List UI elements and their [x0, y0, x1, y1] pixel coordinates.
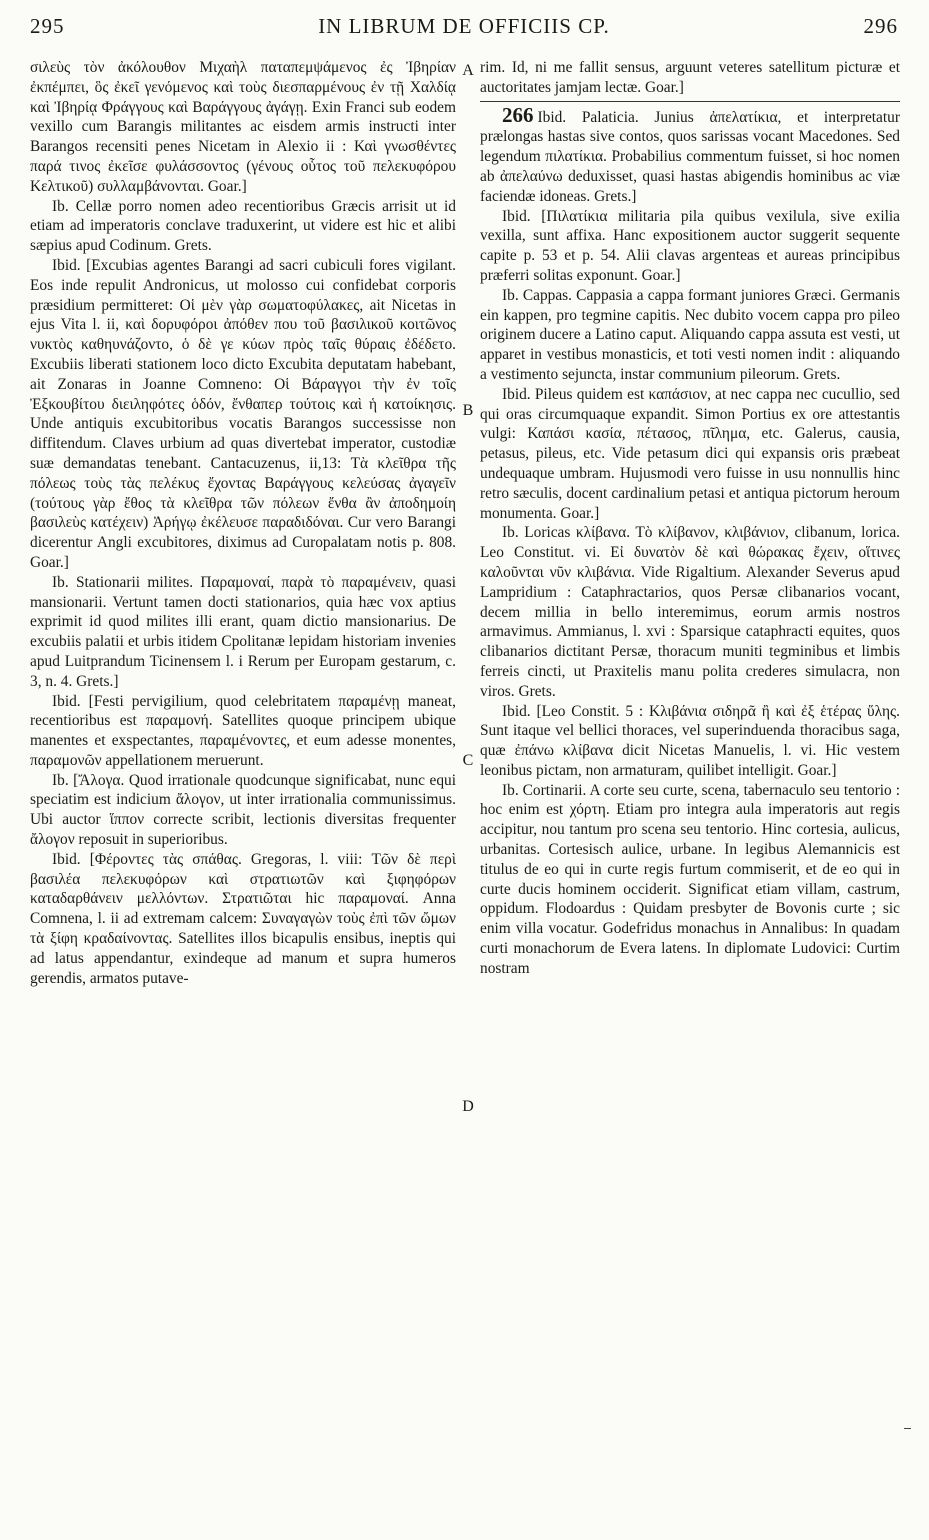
- left-column: [30, 58, 456, 1536]
- left-paragraph: Ib. [Ἄλογα. Quod irrationale quodcunque significabat, nunc equi speciatim est indicium ἄλογον, ut inter irrationalia communissimus. Ubi auctor ἵππον correcte scribit, lectionis diversitas frequenter ἄλογον reposuit in superioribus.: [30, 771, 456, 849]
- right-paragraph: Ibid. [Πιλατίκια militaria pila quibus vexilula, sive exilia vexilla, sunt affixa. Hanc expositionem auctor suggerit sequente capite p. 53 et p. 54. Alii clavas argenteas et aureas principibus præferri solitas exponunt. Goar.]: [480, 207, 900, 284]
- left-paragraph: Ibid. [Φέροντες τὰς σπάθας. Gregoras, l. viii: Τῶν δὲ περὶ βασιλέα πελεκυφόρων καὶ στρατιωτῶν καὶ ξιφηφόρων καταδαρθάνειν μελλόντων. Στρατιῶται hic παραμοναί. Anna Comnena, l. ii ad extremam calcem: Συναγαγὼν τοὺς ἐπὶ τῶν ὤμων τὰ ξίφη κραδαίνοντας. Satellites illos bicapulis ensibus, ineptis qui ad latus appendantur, exindeque ad manum et supra humeros gerendis, armatos putave-: [30, 850, 456, 987]
- right-column: [480, 58, 900, 1536]
- margin-dash: [904, 1428, 911, 1429]
- right-paragraph: Ibid. Pileus quidem est καπάσιον, at nec cappa nec cucullio, sed qui oras circumquaque expandit. Simon Portius ex ore attestantis vulgi: Καπάσι κασία, πέτασος, πῖλημα, etc. Galerus, causia, petasus, pileus, etc. Vide petasum dici qui expansis oris præbeat undequaque umbram. Hujusmodi vero fuisse in usu nonnullis hinc retro sæculis, docent cardinalium petasi et antiqua pictorum heroum monumenta. Goar.]: [480, 385, 900, 522]
- left-paragraph: Ib. Cellæ porro nomen adeo recentioribus Græcis arrisit ut id etiam ad imperatoris conclave traduxerint, ut videre est hic et alibi sæpius apud Codinum. Grets.: [30, 197, 456, 255]
- note-number: 266: [502, 102, 534, 127]
- right-paragraph: Ib. Loricas κλίβανα. Τὸ κλίβανον, κλιβάνιον, clibanum, lorica. Leo Constitut. vi. Εἰ δυνατὸν δὲ καὶ θώρακας ἔχειν, οἵτινες καλοῦνται νῦν κλιβάνια. Vide Rigaltium. Alexander Severus apud Lampridium : Cataphractarios, quos Persæ clibanarios vocant, decem millia in bello interemimus, eorum armis nostros armavimus. Ammianus, l. xvi : Sparsique cataphracti equites, quos clibanarios dictitant Persæ, thoracum muniti tegminibus et limbis ferreis cincti, ut Praxitelis manu polita crederes simulacra, non viros. Grets.: [480, 524, 900, 700]
- running-header: [30, 14, 898, 44]
- page-number-left: 295: [30, 14, 65, 38]
- left-paragraph: Ib. Stationarii milites. Παραμοναί, παρὰ τὸ παραμένειν, quasi mansionarii. Vertunt tamen docti stationarios, quia hæc vox aptius exprimit id quod milites illi erant, quam dictio mansionarius. De excubiis palatii et urbis itidem Cpolitanæ lepidam historiam invenies apud Luitprandum Ticinensem l. i Rerum per Europam gestarum, c. 3, n. 4. Grets.]: [30, 573, 456, 690]
- left-paragraph: σιλεὺς τὸν ἀκόλουθον Μιχαὴλ παταπεμψάμενος ἐς Ἰβηρίαν ἐκπέμπει, ὃς ἐκεῖ γενόμενος καὶ τοὺς διεσπαρμένους ἐν τῇ Χαλδίᾳ καὶ Ἰβηρίᾳ Φράγγους καὶ Βαράγγους ἀγάγῃ. Exin Franci sub eodem vexillo cum Barangis militantes ac eisdem armis instructi inter Barangos recensiti penes Nicetam in Alexio ii : Καὶ γνωσθέντες παρά τινος ἐκεῖσε φυλάσσοντος (γένους οὗτος τοῦ πελεκυφόρου Κελτικοῦ) συλλαμβάνονται. Goar.]: [30, 59, 456, 195]
- left-paragraph: Ibid. [Excubias agentes Barangi ad sacri cubiculi fores vigilant. Eos inde repulit Andronicus, ut molosso cui confidebat corporis præsidium permitteret: Οἱ μὲν γὰρ σωματοφύλακες, ait Nicetas in ejus Vita l. ii, καὶ δορυφόροι ἀπόθεν που τοῦ βασιλικοῦ κοιτῶνος νυκτὸς καθηυνάζοντο, ὁ δὲ γε κύων πρὸς ταῖς θύραις ἐδέδετο. Excubiis liberati stationem loco dicto Excubita deputatam habebant, ait Zonaras in Joanne Comneno: Οἱ Βάραγγοι τὴν ἐν τοῖς Ἐξκουβίτου διειληφότες ὁδόν, ἔνθαπερ τούτοις καὶ ἡ κατοίκησις. Unde antiquis excubitoribus vocatis Barangos successisse non diffitendum. Claves urbium ad quas divertebat imperator, custodiæ suæ demandatas tenebant. Cantacuzenus, ii,13: Τὰ κλεῖθρα τῆς πόλεως τοὺς τὰς πελέκυς ἔχοντας Βαράγγους κελεύσας ἀγαγεῖν (τούτους γὰρ ἔθος τὰ κλεῖθρα τῶν πόλεων ἔνθα ἂν ἀποδημοίη βασιλεὺς κατέχειν) Ἀρήγῳ ἐκέλευσε παραδιδόναι. Cur vero Barangi dicerentur Angli excubitores, diximus ad Curopalatam notis p. 808. Goar.]: [30, 256, 456, 571]
- right-paragraph-numbered: [480, 102, 900, 207]
- margin-letter-b: B: [462, 402, 474, 419]
- note-separator: [480, 101, 900, 102]
- running-title: IN LIBRUM DE OFFICIIS CP.: [318, 14, 610, 38]
- left-paragraph: Ibid. [Festi pervigilium, quod celebritatem παραμένῃ maneat, recentioribus est παραμονή. Satellites quoque principem ubique manentes et exspectantes, παραμένοντες, et eum adesse monentes, παραμονῶν appellationem meruerunt.: [30, 692, 456, 769]
- right-paragraph: Ib. Cappas. Cappasia a cappa formant juniores Græci. Germanis ein kappen, pro tegmine capitis. Nec dubito vocem cappa pro pileo originem ducere a Latino caput. Aliquando cappa assuta est vesti, ut apparet in vestibus monasticis, et toti vesti nomen indit : aliquando a vestimento sejuncta, instar communium pileorum. Grets.: [480, 286, 900, 383]
- page-number-right: 296: [863, 14, 898, 38]
- right-paragraph: Ibid. [Leo Constit. 5 : Κλιβάνια σιδηρᾶ ἢ καὶ ἐξ ἑτέρας ὕλης. Sunt itaque vel bellici thoraces, vel superinduenda thoracibus saga, quæ ἐπάνω κλίβανα dicit Nicetas Manuelis, l. vi. Hic vestem leonibus pictam, non armaturam, quilibet intelligit. Goar.]: [480, 702, 900, 779]
- right-paragraph: Ib. Cortinarii. A corte seu curte, scena, tabernaculo seu tentorio : hoc enim est χόρτη. Etiam pro integra aula imperatoris aut regis accipitur, nou tantum pro scena seu tentorio. Hinc cortesia, aulicus, urbanitas. Cortesisch aulice, urbane. In legibus Alemannicis est titulus de eo qui in curte regis furtum commiserit, et de eo qui in curte ducis hominem occiderit. Significat etiam villam, castrum, oppidum. Flodoardus : Quidam presbyter de Bovonis curte ; sic enim villa vocatur. Godefridus monachus in Annalibus: In quadam curti monachorum de Evera latens. In diplomate Ludovici: Curtim nostram: [480, 781, 900, 977]
- margin-letter-a: A: [462, 62, 474, 79]
- margin-letter-c: C: [462, 752, 474, 769]
- right-paragraph: rim. Id, ni me fallit sensus, arguunt veteres satellitum picturæ et auctoritates jamjam lectæ. Goar.]: [480, 59, 900, 96]
- margin-letter-d: D: [462, 1098, 474, 1115]
- right-paragraph-text: Ibid. Palaticia. Junius ἀπελατίκια, et interpretatur prælongas hastas sive contos, quos sarissas vocant Macedones. Sed legendum πιλατίκια. Probabilius commentum fuisset, si hoc nomen ab ἀπελαύνω deduxisset, quasi hastas abigendis hominibus ac viæ faciendæ idoneas. Grets.]: [480, 108, 900, 205]
